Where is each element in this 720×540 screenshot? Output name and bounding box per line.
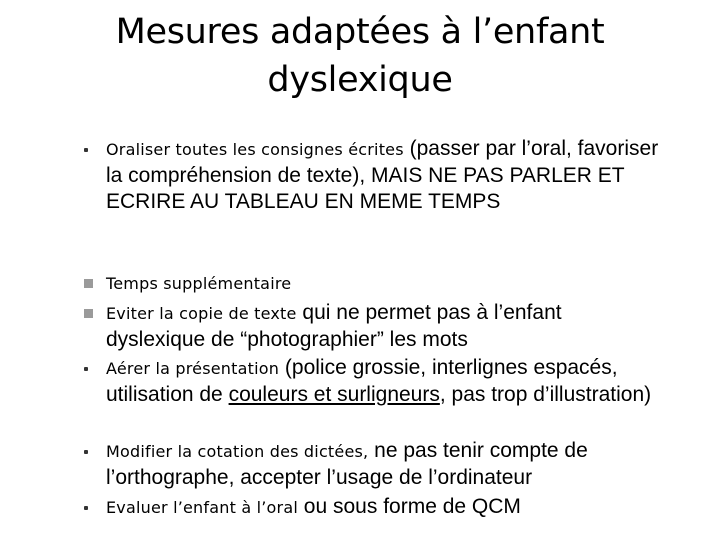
bullet-dot-icon — [84, 367, 88, 371]
bullet-item — [84, 438, 664, 494]
bullet-lead-text: Temps supplémentaire — [106, 274, 292, 293]
bullet-item — [84, 270, 664, 300]
bullet-dot-icon — [84, 148, 88, 152]
bullet-body-text: (police grossie, interlignes espacés, utilisation de — [106, 356, 618, 406]
slide-title-line-1: Mesures adaptées à l’enfant — [115, 12, 605, 52]
bullet-lead-text: Oraliser toutes les consignes écrites — [106, 140, 404, 159]
bullet-lead-text: Aérer la présentation — [106, 359, 280, 378]
bullet-body-text: ou sous forme de QCM — [297, 495, 521, 518]
bullet-lead-text: Evaluer l’enfant à l’oral — [106, 498, 298, 517]
bullet-square-icon — [84, 279, 93, 288]
bullet-body-text: qui ne permet pas à l’enfant dyslexique de “photographier” les mots — [106, 301, 562, 351]
slide-title — [40, 8, 680, 104]
slide-title-line-2: dyslexique — [267, 60, 453, 100]
bullet-dot-icon — [84, 450, 88, 454]
bullet-item — [84, 494, 664, 524]
bullet-list — [84, 136, 664, 524]
bullet-lead-text: Modifier la cotation des dictées, — [106, 442, 369, 461]
bullet-item — [84, 355, 664, 438]
bullet-lead-text: Eviter la copie de texte — [106, 304, 297, 323]
bullet-square-icon — [84, 309, 93, 318]
bullet-body-text: , pas trop d’illustration) — [439, 383, 652, 406]
underlined-text: couleurs et surligneurs — [228, 383, 440, 406]
bullet-dot-icon — [84, 506, 88, 510]
bullet-item — [84, 136, 664, 270]
bullet-body-text: (passer par l’oral, favoriser la compréhension de texte), MAIS NE PAS PARLER ET ECRIRE AU TABLEAU EN MEME TEMPS — [106, 137, 659, 213]
bullet-item — [84, 300, 664, 355]
bullet-body-text: ne pas tenir compte de l’orthographe, accepter l’usage de l’ordinateur — [106, 439, 588, 489]
